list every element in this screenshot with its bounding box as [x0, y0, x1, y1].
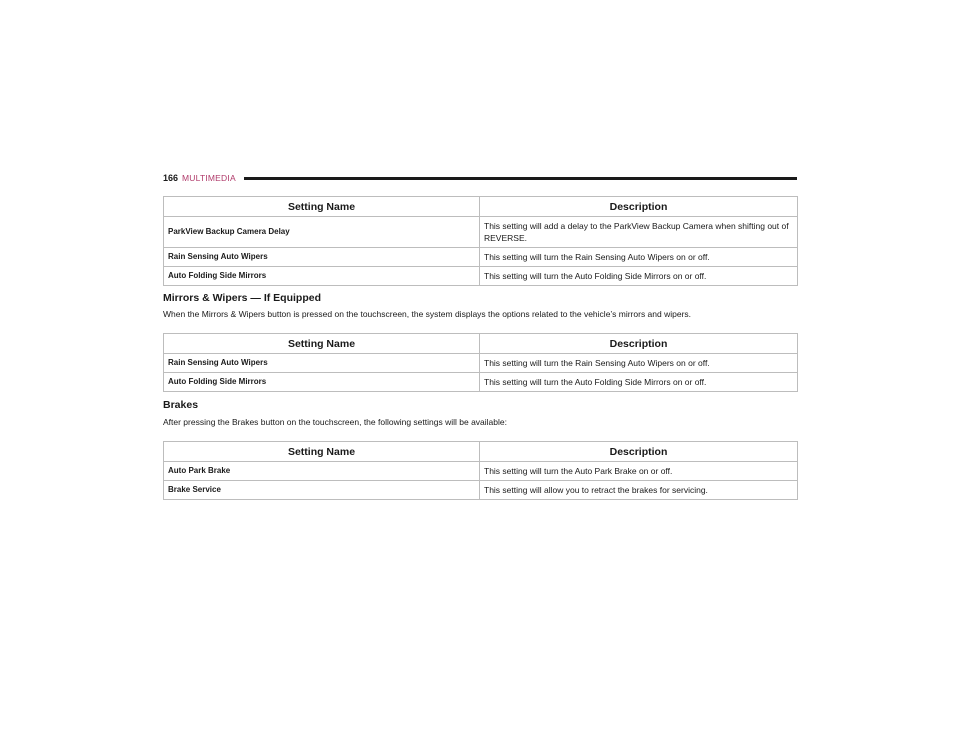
setting-name-cell: Auto Folding Side Mirrors — [164, 267, 480, 286]
table-row — [164, 217, 798, 248]
column-header-description: Description — [480, 197, 798, 217]
setting-name-cell: Auto Park Brake — [164, 462, 480, 481]
setting-name-cell: ParkView Backup Camera Delay — [164, 217, 480, 248]
setting-name-cell: Rain Sensing Auto Wipers — [164, 354, 480, 373]
setting-name-cell: Auto Folding Side Mirrors — [164, 373, 480, 392]
page-number: 166 — [163, 173, 179, 183]
section-body-mirrors-wipers: When the Mirrors & Wipers button is pressed on the touchscreen, the system displays the options related to the vehicle’s mirrors and wipers. — [163, 309, 692, 319]
description-cell: This setting will turn the Rain Sensing Auto Wipers on or off. — [480, 248, 798, 267]
page-header — [163, 171, 797, 185]
table-row — [164, 481, 798, 500]
column-header-setting-name: Setting Name — [164, 334, 480, 354]
setting-name-cell: Brake Service — [164, 481, 480, 500]
table-row — [164, 267, 798, 286]
section-title-brakes: Brakes — [163, 399, 199, 411]
description-cell: This setting will allow you to retract the brakes for servicing. — [480, 481, 798, 500]
table-header-row — [164, 197, 798, 217]
description-cell: This setting will turn the Rain Sensing Auto Wipers on or off. — [480, 354, 798, 373]
section-name: MULTIMEDIA — [182, 173, 236, 183]
settings-table-1 — [163, 196, 798, 286]
column-header-description: Description — [480, 442, 798, 462]
table-row — [164, 373, 798, 392]
description-cell: This setting will turn the Auto Park Brake on or off. — [480, 462, 798, 481]
table-row — [164, 354, 798, 373]
table-row — [164, 248, 798, 267]
settings-table-3 — [163, 441, 798, 500]
header-rule — [244, 177, 797, 180]
section-body-brakes: After pressing the Brakes button on the touchscreen, the following settings will be available: — [163, 417, 507, 427]
column-header-setting-name: Setting Name — [164, 197, 480, 217]
description-cell: This setting will turn the Auto Folding Side Mirrors on or off. — [480, 267, 798, 286]
table-row — [164, 462, 798, 481]
section-title-mirrors-wipers: Mirrors & Wipers — If Equipped — [163, 292, 322, 304]
setting-name-cell: Rain Sensing Auto Wipers — [164, 248, 480, 267]
description-cell: This setting will turn the Auto Folding Side Mirrors on or off. — [480, 373, 798, 392]
table-header-row — [164, 334, 798, 354]
description-cell: This setting will add a delay to the ParkView Backup Camera when shifting out of REVERSE. — [480, 217, 798, 248]
column-header-setting-name: Setting Name — [164, 442, 480, 462]
settings-table-2 — [163, 333, 798, 392]
column-header-description: Description — [480, 334, 798, 354]
table-header-row — [164, 442, 798, 462]
